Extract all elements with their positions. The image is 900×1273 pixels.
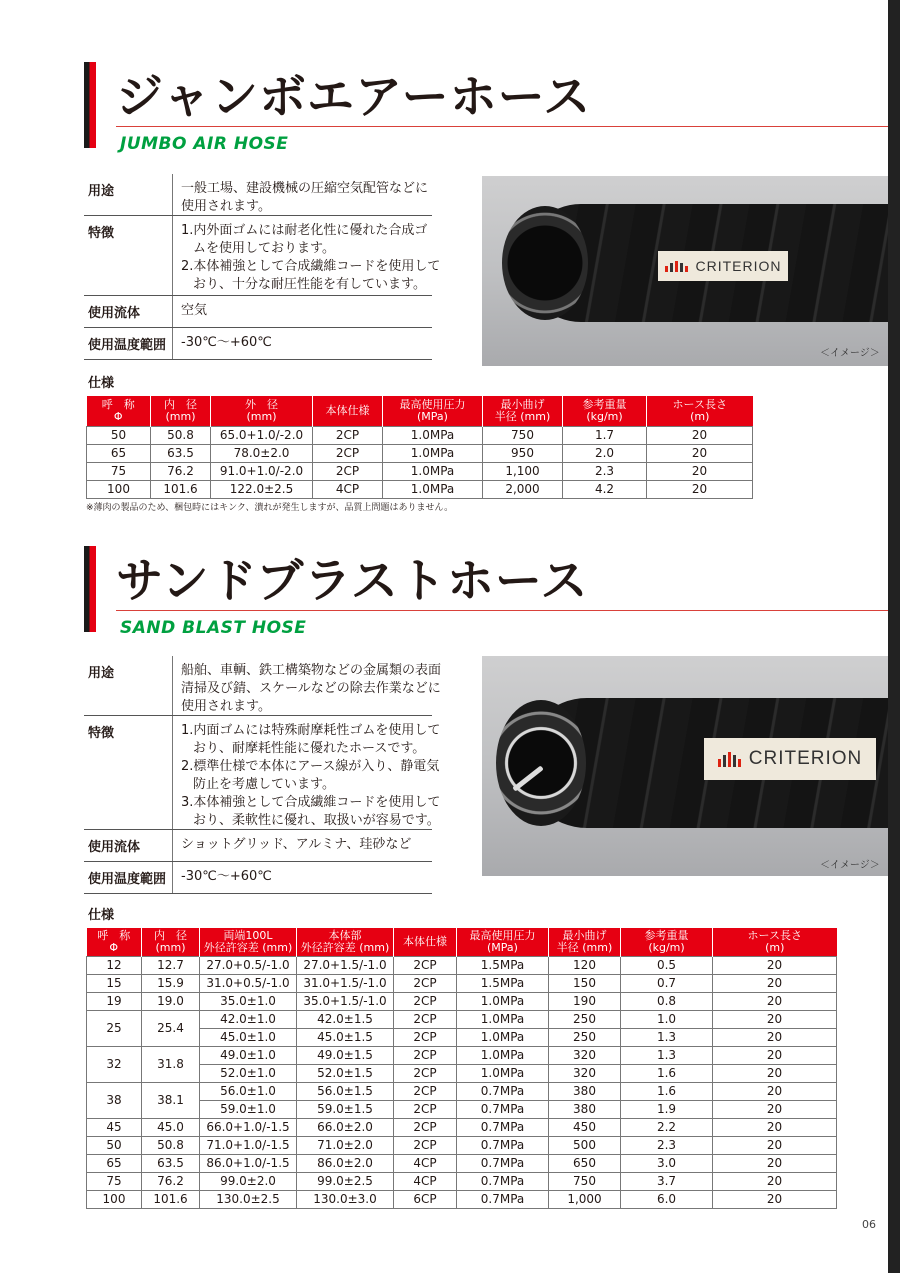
column-header-line: 両端100L [223, 928, 273, 942]
table-cell: 66.0±2.0 [297, 1118, 394, 1136]
column-header-line: 半径 (mm) [556, 940, 613, 954]
table-cell: 63.5 [151, 444, 211, 462]
table-cell: 2CP [394, 974, 457, 992]
table-cell: 1.0MPa [457, 1028, 549, 1046]
table-cell: 27.0+0.5/-1.0 [200, 956, 297, 974]
table-cell: 2,000 [483, 480, 563, 498]
table-cell: 20 [713, 1028, 837, 1046]
table-cell: 35.0±1.0 [200, 992, 297, 1010]
info-value [172, 656, 441, 715]
table-cell: 2CP [394, 1118, 457, 1136]
sand-hose-image [482, 656, 888, 876]
table-cell: 12.7 [142, 956, 200, 974]
column-header [200, 928, 297, 956]
info-row [84, 716, 441, 830]
table-cell: 0.7MPa [457, 1172, 549, 1190]
column-header-line: (mm) [246, 409, 277, 423]
table-cell: 27.0+1.5/-1.0 [297, 956, 394, 974]
info-line: おり、柔軟性に優れ、取扱いが容易です。 [193, 813, 440, 828]
table-cell: 1.3 [621, 1046, 713, 1064]
column-header-line: 最小曲げ [500, 397, 545, 411]
column-header-line: 外 径 [245, 397, 278, 411]
table-row [87, 480, 753, 498]
info-line: -30℃～+60℃ [181, 335, 272, 350]
table-row [87, 1118, 837, 1136]
column-header [549, 928, 621, 956]
table-cell: 380 [549, 1082, 621, 1100]
table-cell: 59.0±1.0 [200, 1100, 297, 1118]
info-line: ショットグリッド、アルミナ、珪砂など [181, 837, 412, 852]
info-line: 船舶、車輌、鉄工構築物などの金属類の表面 [181, 663, 442, 678]
info-line: 2.標準仕様で本体にアース線が入り、静電気 [181, 759, 440, 774]
table-cell: 20 [647, 444, 753, 462]
column-header-line: (kg/m) [648, 940, 685, 954]
table-cell: 750 [549, 1172, 621, 1190]
table-row [87, 1064, 837, 1082]
column-header [647, 396, 753, 426]
column-header-line: Φ [113, 409, 123, 423]
table-row [87, 1154, 837, 1172]
column-header-line: (m) [765, 940, 785, 954]
info-line: 3.本体補強として合成繊維コードを使用して [181, 795, 441, 810]
table-cell: 45.0±1.0 [200, 1028, 297, 1046]
info-value [172, 862, 432, 893]
table-cell: 20 [713, 1172, 837, 1190]
sand-spec-table [86, 928, 837, 1209]
criterion-label [658, 251, 788, 281]
table-cell: 2CP [394, 956, 457, 974]
table-row [87, 444, 753, 462]
table-cell: 2CP [313, 426, 383, 444]
column-header-line: (MPa) [487, 940, 518, 954]
page-number: 06 [862, 1218, 876, 1231]
table-cell: 500 [549, 1136, 621, 1154]
column-header [621, 928, 713, 956]
table-cell: 6CP [394, 1190, 457, 1208]
table-cell: 2CP [394, 1082, 457, 1100]
table-cell: 0.7MPa [457, 1118, 549, 1136]
table-cell: 1.5MPa [457, 974, 549, 992]
table-cell: 101.6 [151, 480, 211, 498]
title-accent-bar [84, 62, 96, 148]
table-cell: 0.7MPa [457, 1100, 549, 1118]
table-cell: 122.0±2.5 [211, 480, 313, 498]
table-cell: 4CP [313, 480, 383, 498]
table-cell: 2.2 [621, 1118, 713, 1136]
info-line: 一般工場、建設機械の圧縮空気配管などに [181, 181, 429, 196]
brand-text: CRITERION [748, 748, 863, 769]
table-cell: 120 [549, 956, 621, 974]
table-cell: 2.3 [563, 462, 647, 480]
table-cell: 2.3 [621, 1136, 713, 1154]
info-row [84, 216, 441, 296]
table-cell: 100 [87, 1190, 142, 1208]
table-cell: 15.9 [142, 974, 200, 992]
table-cell: 4CP [394, 1172, 457, 1190]
table-cell: 25 [87, 1010, 142, 1046]
table-cell: 2CP [394, 1136, 457, 1154]
info-row [84, 174, 432, 216]
table-cell: 320 [549, 1064, 621, 1082]
jumbo-note: ※薄肉の製品のため、梱包時にはキンク、潰れが発生しますが、品質上問題はありません。 [86, 503, 454, 513]
column-header [563, 396, 647, 426]
table-cell: 65 [87, 1154, 142, 1172]
column-header-line: 呼 称 [101, 397, 135, 411]
table-cell: 66.0+1.0/-1.5 [200, 1118, 297, 1136]
info-value [172, 174, 432, 215]
table-cell: 31.0+1.5/-1.0 [297, 974, 394, 992]
table-cell: 1.0 [621, 1010, 713, 1028]
column-header [457, 928, 549, 956]
sand-info-table [84, 656, 442, 894]
table-cell: 76.2 [142, 1172, 200, 1190]
table-cell: 950 [483, 444, 563, 462]
table-cell: 0.5 [621, 956, 713, 974]
info-line: 2.本体補強として合成繊維コードを使用して [181, 259, 441, 274]
column-header [151, 396, 211, 426]
table-cell: 50 [87, 426, 151, 444]
table-cell: 2CP [313, 444, 383, 462]
table-cell: 6.0 [621, 1190, 713, 1208]
column-header-line: 内 径 [164, 397, 197, 411]
table-cell: 52.0±1.0 [200, 1064, 297, 1082]
sand-spec-label: 仕様 [88, 908, 115, 923]
info-line: 空気 [181, 303, 208, 318]
table-cell: 1.7 [563, 426, 647, 444]
title-rule [116, 610, 888, 611]
table-cell: 190 [549, 992, 621, 1010]
column-header-line: 最高使用圧力 [399, 397, 466, 411]
table-cell: 4CP [394, 1154, 457, 1172]
column-header [483, 396, 563, 426]
criterion-logo-icon [718, 752, 741, 767]
info-label: 特徴 [88, 726, 115, 741]
column-header-line: ホース長さ [747, 928, 802, 942]
table-cell: 20 [647, 426, 753, 444]
table-cell: 35.0+1.5/-1.0 [297, 992, 394, 1010]
info-line: おり、十分な耐圧性能を有しています。 [193, 277, 426, 292]
table-cell: 320 [549, 1046, 621, 1064]
column-header [87, 928, 142, 956]
table-cell: 1.5MPa [457, 956, 549, 974]
column-header-line: 内 径 [154, 928, 187, 942]
table-cell: 2CP [394, 1010, 457, 1028]
column-header [313, 396, 383, 426]
sand-image-caption: ＜イメージ＞ [820, 860, 880, 871]
table-cell: 20 [713, 1010, 837, 1028]
title-accent-bar [84, 546, 96, 632]
table-cell: 50.8 [142, 1136, 200, 1154]
table-cell: 20 [713, 1118, 837, 1136]
table-row [87, 1028, 837, 1046]
table-cell: 1,100 [483, 462, 563, 480]
table-cell: 25.4 [142, 1010, 200, 1046]
table-cell: 31.0+0.5/-1.0 [200, 974, 297, 992]
info-line: 1.内外面ゴムには耐老化性に優れた合成ゴ [181, 223, 428, 238]
table-cell: 56.0±1.0 [200, 1082, 297, 1100]
table-cell: 20 [713, 974, 837, 992]
table-cell: 42.0±1.5 [297, 1010, 394, 1028]
table-cell: 31.8 [142, 1046, 200, 1082]
info-label: 用途 [88, 184, 115, 199]
table-cell: 99.0±2.0 [200, 1172, 297, 1190]
table-cell: 1.9 [621, 1100, 713, 1118]
table-row [87, 1136, 837, 1154]
table-cell: 1.0MPa [457, 992, 549, 1010]
table-cell: 49.0±1.0 [200, 1046, 297, 1064]
column-header-line: (mm) [165, 409, 196, 423]
table-cell: 1.6 [621, 1082, 713, 1100]
table-cell: 20 [713, 1154, 837, 1172]
info-label: 使用温度範囲 [88, 338, 167, 353]
table-cell: 76.2 [151, 462, 211, 480]
column-header-line: 参考重量 [582, 397, 627, 411]
column-header-line: 外径許容差 (mm) [300, 940, 390, 954]
info-line: 清掃及び錆、スケールなどの除去作業などに [181, 681, 441, 696]
column-header-line: 本体部 [328, 928, 362, 942]
jumbo-title-jp: ジャンボエアーホース [116, 70, 592, 125]
hose-opening [496, 700, 586, 826]
table-cell: 2CP [394, 1100, 457, 1118]
table-cell: 78.0±2.0 [211, 444, 313, 462]
table-cell: 0.7 [621, 974, 713, 992]
table-row [87, 426, 753, 444]
table-cell: 20 [713, 1046, 837, 1064]
table-cell: 20 [713, 992, 837, 1010]
info-line: 防止を考慮しています。 [193, 777, 335, 792]
info-line: 1.内面ゴムには特殊耐摩耗性ゴムを使用して [181, 723, 441, 738]
table-cell: 1.0MPa [383, 426, 483, 444]
column-header [142, 928, 200, 956]
table-row [87, 1082, 837, 1100]
table-row [87, 974, 837, 992]
sand-title-en: SAND BLAST HOSE [120, 618, 307, 638]
info-value [172, 830, 432, 861]
table-cell: 250 [549, 1028, 621, 1046]
table-cell: 38 [87, 1082, 142, 1118]
column-header-line: 呼 称 [97, 928, 131, 942]
table-row [87, 1046, 837, 1064]
criterion-logo-icon [665, 261, 688, 272]
table-cell: 50 [87, 1136, 142, 1154]
jumbo-title-en: JUMBO AIR HOSE [120, 134, 289, 154]
info-row [84, 862, 432, 894]
table-cell: 100 [87, 480, 151, 498]
info-label: 使用温度範囲 [88, 872, 167, 887]
info-label: 使用流体 [88, 306, 141, 321]
table-cell: 59.0±1.5 [297, 1100, 394, 1118]
info-value [172, 296, 432, 327]
table-cell: 3.0 [621, 1154, 713, 1172]
criterion-label [704, 738, 876, 780]
info-line: おり、耐摩耗性能に優れたホースです。 [193, 741, 426, 756]
info-value [172, 216, 440, 295]
jumbo-image-caption: ＜イメージ＞ [820, 348, 880, 359]
table-cell: 65 [87, 444, 151, 462]
table-cell: 1.6 [621, 1064, 713, 1082]
table-cell: 45.0±1.5 [297, 1028, 394, 1046]
jumbo-info-table [84, 174, 441, 360]
table-cell: 15 [87, 974, 142, 992]
table-cell: 50.8 [151, 426, 211, 444]
table-cell: 2CP [394, 992, 457, 1010]
table-cell: 1.0MPa [383, 444, 483, 462]
info-value [172, 328, 432, 359]
column-header [87, 396, 151, 426]
table-cell: 2.0 [563, 444, 647, 462]
table-cell: 2CP [394, 1064, 457, 1082]
table-cell: 45 [87, 1118, 142, 1136]
table-cell: 20 [713, 1136, 837, 1154]
table-cell: 71.0+1.0/-1.5 [200, 1136, 297, 1154]
info-row [84, 328, 432, 360]
table-cell: 130.0±2.5 [200, 1190, 297, 1208]
table-cell: 1.3 [621, 1028, 713, 1046]
table-row [87, 1172, 837, 1190]
column-header-line: (mm) [155, 940, 186, 954]
table-cell: 86.0±2.0 [297, 1154, 394, 1172]
column-header-line: 参考重量 [644, 928, 689, 942]
column-header-line: 最高使用圧力 [469, 928, 536, 942]
table-cell: 1.0MPa [383, 480, 483, 498]
table-cell: 86.0+1.0/-1.5 [200, 1154, 297, 1172]
table-row [87, 462, 753, 480]
column-header-line: 本体仕様 [403, 934, 447, 948]
table-cell: 2CP [394, 1028, 457, 1046]
table-cell: 101.6 [142, 1190, 200, 1208]
column-header-line: Φ [109, 940, 119, 954]
table-cell: 75 [87, 1172, 142, 1190]
info-row [84, 656, 442, 716]
column-header-line: 外径許容差 (mm) [203, 940, 293, 954]
column-header [297, 928, 394, 956]
table-cell: 20 [647, 480, 753, 498]
table-cell: 52.0±1.5 [297, 1064, 394, 1082]
table-cell: 19 [87, 992, 142, 1010]
table-cell: 0.7MPa [457, 1082, 549, 1100]
table-cell: 63.5 [142, 1154, 200, 1172]
table-cell: 56.0±1.5 [297, 1082, 394, 1100]
brand-text: CRITERION [695, 258, 782, 274]
table-cell: 91.0+1.0/-2.0 [211, 462, 313, 480]
column-header [394, 928, 457, 956]
table-cell: 4.2 [563, 480, 647, 498]
table-cell: 2CP [313, 462, 383, 480]
column-header [383, 396, 483, 426]
jumbo-hose-image [482, 176, 888, 366]
table-cell: 1.0MPa [457, 1010, 549, 1028]
table-row [87, 1190, 837, 1208]
column-header-line: (MPa) [417, 409, 448, 423]
table-cell: 12 [87, 956, 142, 974]
table-cell: 0.7MPa [457, 1190, 549, 1208]
table-cell: 0.8 [621, 992, 713, 1010]
table-cell: 3.7 [621, 1172, 713, 1190]
table-cell: 20 [713, 956, 837, 974]
table-cell: 450 [549, 1118, 621, 1136]
table-cell: 130.0±3.0 [297, 1190, 394, 1208]
column-header-line: 半径 (mm) [494, 409, 551, 423]
table-cell: 75 [87, 462, 151, 480]
table-row [87, 1010, 837, 1028]
table-cell: 2CP [394, 1046, 457, 1064]
title-rule [116, 126, 888, 127]
column-header-line: 本体仕様 [325, 403, 370, 417]
jumbo-spec-label: 仕様 [88, 376, 115, 391]
table-cell: 380 [549, 1100, 621, 1118]
column-header [211, 396, 313, 426]
table-row [87, 1100, 837, 1118]
info-line: 使用されます。 [181, 199, 271, 214]
table-cell: 20 [713, 1190, 837, 1208]
table-cell: 42.0±1.0 [200, 1010, 297, 1028]
table-cell: 20 [713, 1100, 837, 1118]
column-header-line: (kg/m) [586, 409, 623, 423]
table-cell: 20 [647, 462, 753, 480]
info-label: 特徴 [88, 226, 115, 241]
table-cell: 750 [483, 426, 563, 444]
table-cell: 65.0+1.0/-2.0 [211, 426, 313, 444]
table-cell: 49.0±1.5 [297, 1046, 394, 1064]
column-header-line: 最小曲げ [562, 928, 607, 942]
table-cell: 38.1 [142, 1082, 200, 1118]
table-cell: 0.7MPa [457, 1136, 549, 1154]
table-cell: 20 [713, 1064, 837, 1082]
table-row [87, 956, 837, 974]
info-label: 用途 [88, 666, 115, 681]
table-cell: 20 [713, 1082, 837, 1100]
sand-title-jp: サンドブラストホース [116, 554, 589, 609]
page-edge-bar [888, 0, 900, 1273]
table-cell: 71.0±2.0 [297, 1136, 394, 1154]
info-line: ムを使用しております。 [193, 241, 335, 256]
table-row [87, 992, 837, 1010]
column-header [713, 928, 837, 956]
info-line: -30℃～+60℃ [181, 869, 272, 884]
table-cell: 250 [549, 1010, 621, 1028]
column-header-line: (m) [690, 409, 710, 423]
info-line: 使用されます。 [181, 699, 271, 714]
info-value [172, 716, 440, 829]
hose-opening [502, 206, 588, 320]
table-cell: 1.0MPa [457, 1046, 549, 1064]
column-header-line: ホース長さ [672, 397, 727, 411]
info-row [84, 830, 432, 862]
jumbo-spec-table [86, 396, 753, 499]
table-cell: 19.0 [142, 992, 200, 1010]
info-row [84, 296, 432, 328]
table-cell: 1.0MPa [383, 462, 483, 480]
table-cell: 99.0±2.5 [297, 1172, 394, 1190]
table-cell: 150 [549, 974, 621, 992]
info-label: 使用流体 [88, 840, 141, 855]
table-cell: 45.0 [142, 1118, 200, 1136]
table-cell: 650 [549, 1154, 621, 1172]
table-cell: 32 [87, 1046, 142, 1082]
table-cell: 1.0MPa [457, 1064, 549, 1082]
table-cell: 0.7MPa [457, 1154, 549, 1172]
table-cell: 1,000 [549, 1190, 621, 1208]
